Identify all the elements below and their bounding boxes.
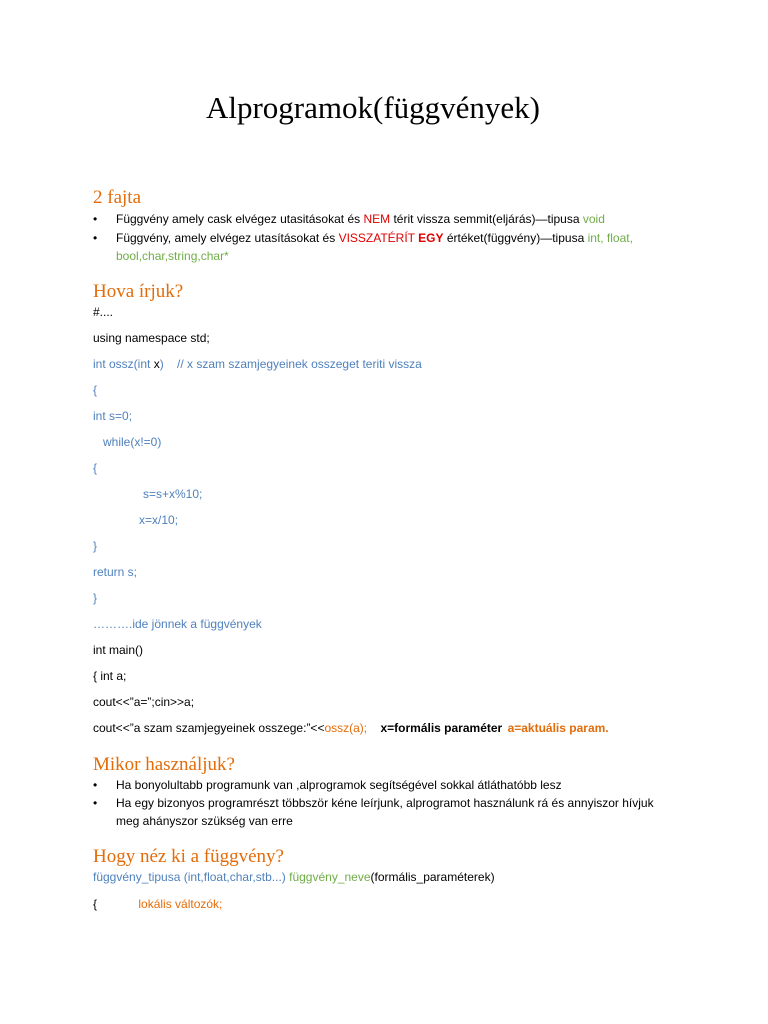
bullet-icon: •: [93, 778, 98, 792]
bullet-icon: •: [93, 796, 98, 810]
code-line-brace-close-2: }: [93, 539, 98, 553]
code-line-int-main: int main(): [93, 643, 144, 657]
bullet-icon: •: [93, 212, 98, 226]
locals-line: [93, 896, 222, 912]
visszaterit-highlight: VISSZATÉRÍT: [338, 231, 415, 245]
code-text: ): [159, 357, 164, 371]
bullet-text: Ha bonyolultabb programunk van ,alprogramok segítségével sokkal átláthatóbb lesz: [116, 778, 562, 792]
return-types: int, float,: [587, 231, 633, 245]
code-line-hash: #....: [93, 305, 114, 319]
list-item-tobbszor: [93, 794, 673, 830]
heading-mikor-hasznaljuk: Mikor használjuk?: [93, 754, 235, 775]
list-item-eljaras: [93, 210, 673, 228]
bullet-text: Függvény, amely elvégez utasításokat és: [116, 231, 339, 245]
signature-type: függvény_tipusa (int,float,char,stb...): [93, 870, 286, 884]
egy-highlight: EGY: [418, 231, 444, 245]
code-line-brace-open: {: [93, 383, 98, 397]
code-line-s-update: s=s+x%10;: [143, 487, 203, 501]
code-brace: {: [93, 897, 98, 911]
bullet-text: Függvény amely cask elvégez utasitásokat és: [116, 212, 364, 226]
formal-param-note: x=formális paraméter: [380, 721, 503, 735]
code-line-while: while(x!=0): [103, 435, 162, 449]
code-line-brace-open-2: {: [93, 461, 98, 475]
code-line-cout2: [93, 720, 609, 736]
nem-highlight: NEM: [363, 212, 391, 226]
code-param-x: x: [153, 357, 160, 371]
code-line-return: return s;: [93, 565, 138, 579]
heading-2-fajta: 2 fajta: [93, 187, 142, 208]
locals-text: lokális változók;: [138, 897, 223, 911]
code-line-x-update: x=x/10;: [139, 513, 179, 527]
code-comment: // x szam szamjegyeinek osszeget teriti vissza: [177, 357, 422, 371]
code-line-int-a: { int a;: [93, 669, 127, 683]
page-title: Alprogramok(függvények): [205, 90, 540, 125]
return-types-cont: bool,char,string,char*: [116, 249, 229, 263]
signature-params: (formális_paraméterek): [370, 870, 495, 884]
signature-line: [93, 869, 495, 885]
bullet-text: értéket(függvény)—tipusa: [443, 231, 588, 245]
bullet-text: Ha egy bizonyos programrészt többször kéne leírjunk, alprogramot használunk rá és annyiszor hívjuk meg ahányszor szükség van erre: [116, 796, 654, 828]
bullet-text: térit vissza semmit(eljárás)—tipusa: [390, 212, 583, 226]
heading-hova-irjuk: Hova írjuk?: [93, 281, 184, 302]
code-line-ide-jonnek: ……….ide jönnek a függvények: [93, 617, 262, 631]
code-line-cout1: cout<<”a=”;cin>>a;: [93, 695, 195, 709]
code-line-brace-close: }: [93, 591, 98, 605]
actual-param-note: a=aktuális param.: [507, 721, 609, 735]
code-line-int-s: int s=0;: [93, 409, 133, 423]
signature-name: függvény_neve: [289, 870, 371, 884]
code-func-call: ossz(a);: [324, 721, 368, 735]
code-text: int ossz(int: [93, 357, 154, 371]
code-line-using: using namespace std;: [93, 331, 210, 345]
code-text: cout<<”a szam szamjegyeinek osszege:”<<: [93, 721, 325, 735]
heading-hogy-nez-ki: Hogy néz ki a függvény?: [93, 846, 284, 867]
list-item-atlathato: [93, 776, 673, 794]
void-type: void: [582, 212, 605, 226]
bullet-icon: •: [93, 231, 98, 245]
code-line-func-decl: [93, 356, 422, 372]
list-item-fuggveny: [93, 229, 673, 265]
